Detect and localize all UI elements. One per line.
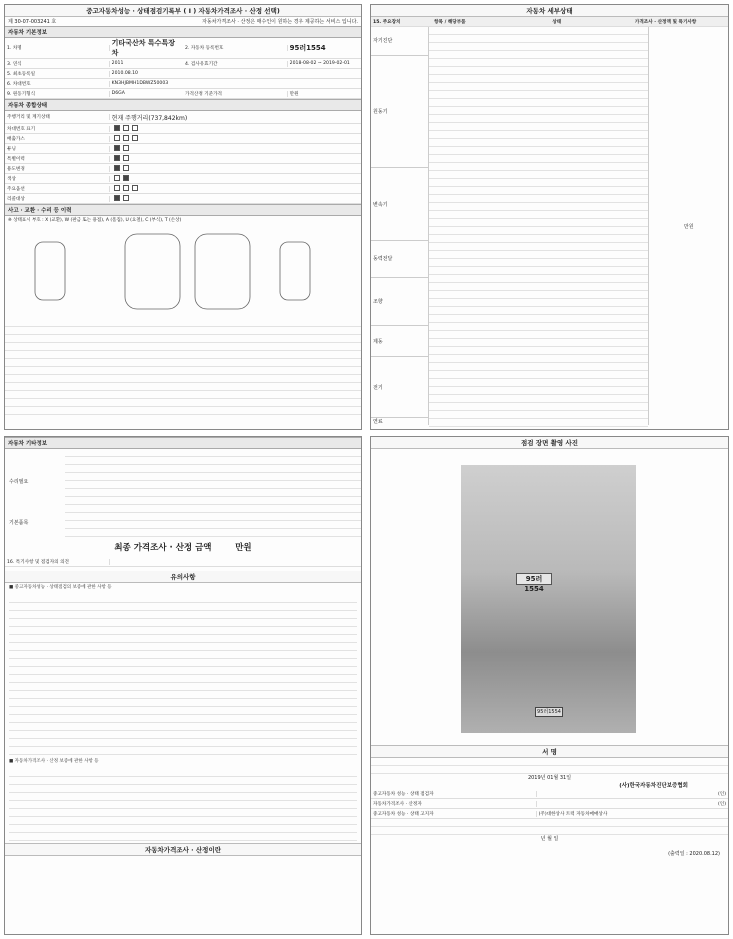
sign-date: 2019년 01월 31일 xyxy=(527,775,572,781)
detail-section-title: 자동차 세부상태 xyxy=(371,5,728,17)
truck-photo xyxy=(461,465,636,733)
overall-section-title: 자동차 종합상태 xyxy=(5,99,361,111)
basic-info-panel: 중고자동차성능 · 상태점검기록부 ( Ⅰ ) 자동차가격조사 · 산정 선택) 제 30-07-003241 호 자동차가격조사 · 산정은 매수인이 원하는 경우 제공하는 서비스 입니다. 자동차 기본정보 1. 차명 기타국산차 특수특장차 2. 자동차 등록번호 95러1554 3. 연식 2011 4. 검사유효기간 2018-08-02 ~ 2019-02-01 5. 최초등록일 2010.08.10 6. 차대번호 KN3HJBMH1DBWZ50003 9. 원동기형식 D6GA 가격산정 기준가격 만원 자동차 종합상태 주행거리 및 계기상태 현재 주행거리(737,842km) 차대번호 표기 배출가스 튜닝 특별이력 용도변경 색상 주요옵션 리콜대상 사고 · 교환 · 수리 등 이력 ※ 상태표시 부호 : X (교환), W (판금 또는 용접), A (흠집), U (요철), C (부식), T (손상) xyxy=(4,4,362,430)
inspection-period: 2018-08-02 ~ 2019-02-01 xyxy=(289,61,350,66)
vin-number: KN3HJBMH1DBWZ50003 xyxy=(111,81,169,86)
year-row: 3. 연식 2011 4. 검사유효기간 2018-08-02 ~ 2019-02-01 xyxy=(5,59,361,69)
model-year: 2011 xyxy=(111,61,124,66)
first-registration: 2010.08.10 xyxy=(111,71,138,76)
vehicle-diagram xyxy=(5,224,361,319)
photo-section-title: 점검 장면 촬영 사진 xyxy=(371,437,728,449)
form-notice: 자동차가격조사 · 산정은 매수인이 원하는 경우 제공하는 서비스 입니다. xyxy=(202,19,358,25)
notes-sub1: ■ 중고자동차성능 · 상태점검의 보증에 관한 사항 등 xyxy=(9,585,112,590)
final-price-row xyxy=(5,537,361,557)
form-number: 제 30-07-003241 호 xyxy=(8,19,57,25)
motor-row: 9. 원동기형식 D6GA 가격산정 기준가격 만원 xyxy=(5,89,361,99)
opinion-label: 16. 특기사항 및 점검자의 의견 xyxy=(5,559,110,565)
vehicle-name-row: 1. 차명 기타국산차 특수특장차 2. 자동차 등록번호 95러1554 xyxy=(5,38,361,59)
accident-legend: ※ 상태표시 부호 : X (교환), W (판금 또는 용접), A (흠집), U (요철), C (부식), T (손상) xyxy=(8,218,182,223)
detail-status-panel: 자동차 세부상태 15. 주요장치 항목 / 해당부품 상태 가격조사 · 산정액 및 특기사항 자기진단 원동기 변속기 동력전달 조향 제동 전기 연료 만원 xyxy=(370,4,729,430)
sign-section-title: 서 명 xyxy=(371,745,728,758)
sign-org: (사)한국자동차진단보증협회 xyxy=(619,783,688,789)
other-info-panel: 자동차 기타정보 수리필요 기본품목 최종 가격조사 · 산정 금액 만원 16. 특기사항 및 점검자의 의견 유의사항 ■ 중고자동차성능 · 상태점검의 보증에 관한 사항 등 ■ 자동차가격조사 · 산정 보증에 관한 사항 등 자동차가격조사 · 산정이란 xyxy=(4,436,362,935)
final-price-title: 최종 가격조사 · 산정 금액 xyxy=(114,543,212,553)
final-price-unit: 만원 xyxy=(235,543,252,553)
print-date: (출력일 : 2020.08.12) xyxy=(668,851,720,857)
notes-sub2: ■ 자동차가격조사 · 산정 보증에 관한 사항 등 xyxy=(9,759,99,765)
bottom-title: 자동차가격조사 · 산정이란 xyxy=(5,843,361,856)
accident-section-title: 사고 · 교환 · 수리 등 이력 xyxy=(5,204,361,216)
vin-row: 6. 차대번호 KN3HJBMH1DBWZ50003 xyxy=(5,79,361,89)
rear-plate: 95러1554 xyxy=(535,707,563,717)
basic-section-title: 자동차 기본정보 xyxy=(5,26,361,38)
photo-sign-panel: 점검 장면 촬영 사진 95러1554 95러1554 서 명 2019년 01월 31일 (사)한국자동차진단보증협회 중고자동차 성능 · 상태 점검자 (인) 자동차가격조사 · 산정자 (인) 중고자동차 성능 · 상태 고지자 (주)대한상사 트럭 자동차매매상사 년 월 일 (출력일 : 2020.08.12) xyxy=(370,436,729,935)
others-section-title: 자동차 기타정보 xyxy=(5,437,361,449)
first-reg-row: 5. 최초등록일 2010.08.10 xyxy=(5,69,361,79)
vehicle-name: 기타국산차 특수특장차 xyxy=(111,39,175,57)
notes-title: 유의사항 xyxy=(5,571,361,583)
dealer-company: (주)대한상사 트럭 자동차매매상사 xyxy=(538,811,608,817)
front-plate: 95러1554 xyxy=(516,573,552,585)
mileage: 현재 주행거리(737,842km) xyxy=(111,114,188,122)
mileage-row: 주행거리 및 계기상태 현재 주행거리(737,842km) xyxy=(5,111,361,124)
motor-type: D6GA xyxy=(111,91,125,96)
form-title: 중고자동차성능 · 상태점검기록부 ( Ⅰ ) 자동차가격조사 · 산정 선택) xyxy=(5,5,361,17)
vehicle-plate: 95러1554 xyxy=(289,44,326,52)
